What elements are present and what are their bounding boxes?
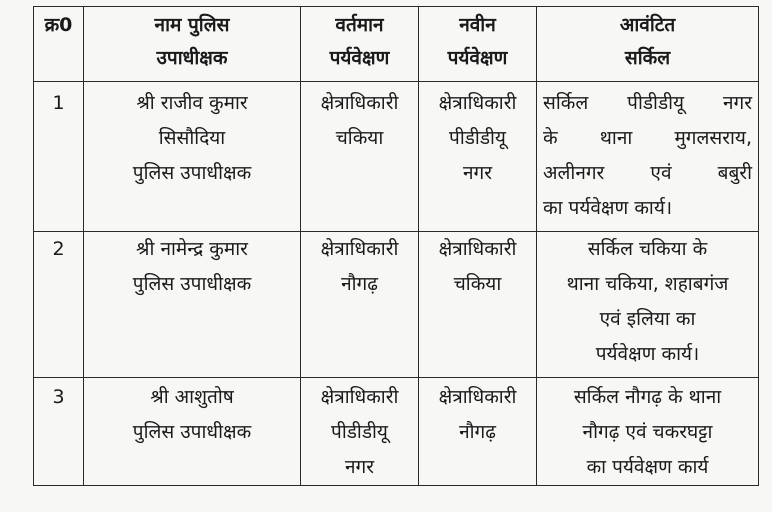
table-row: [34, 232, 759, 378]
current-supervision-cell: क्षेत्राधिकारी नौगढ़: [301, 232, 419, 378]
serial-number-cell: 1: [34, 82, 84, 232]
allotted-circle-cell: सर्किल नौगढ़ के थाना नौगढ़ एवं चकरघट्टा का पर्यवेक्षण कार्य: [537, 378, 759, 486]
current-supervision-cell: क्षेत्राधिकारी पीडीडीयू नगर: [301, 378, 419, 486]
posting-table: [33, 6, 759, 486]
officer-name-cell: श्री आशुतोष पुलिस उपाधीक्षक: [84, 378, 301, 486]
allotted-circle-cell: सर्किल चकिया के थाना चकिया, शहाबगंज एवं इलिया का पर्यवेक्षण कार्य।: [537, 232, 759, 378]
new-supervision-cell: क्षेत्राधिकारी चकिया: [419, 232, 537, 378]
serial-number-cell: 2: [34, 232, 84, 378]
allotted-circle-cell: सर्किल पीडीडीयू नगर के थाना मुगलसराय, अलीनगर एवं बबुरी का पर्यवेक्षण कार्य।: [537, 82, 759, 232]
officer-name-cell: श्री नामेन्द्र कुमार पुलिस उपाधीक्षक: [84, 232, 301, 378]
header-new-supervision: नवीन पर्यवेक्षण: [419, 7, 537, 82]
table-row: [34, 82, 759, 232]
header-allotted-circle: आवंटित सर्किल: [537, 7, 759, 82]
header-current-supervision: वर्तमान पर्यवेक्षण: [301, 7, 419, 82]
new-supervision-cell: क्षेत्राधिकारी नौगढ़: [419, 378, 537, 486]
current-supervision-cell: क्षेत्राधिकारी चकिया: [301, 82, 419, 232]
table-row: [34, 378, 759, 486]
header-serial-number: क्र0: [34, 7, 84, 82]
serial-number-cell: 3: [34, 378, 84, 486]
officer-name-cell: श्री राजीव कुमार सिसौदिया पुलिस उपाधीक्षक: [84, 82, 301, 232]
new-supervision-cell: क्षेत्राधिकारी पीडीडीयू नगर: [419, 82, 537, 232]
header-officer-name: नाम पुलिस उपाधीक्षक: [84, 7, 301, 82]
table-header-row: [34, 7, 759, 82]
